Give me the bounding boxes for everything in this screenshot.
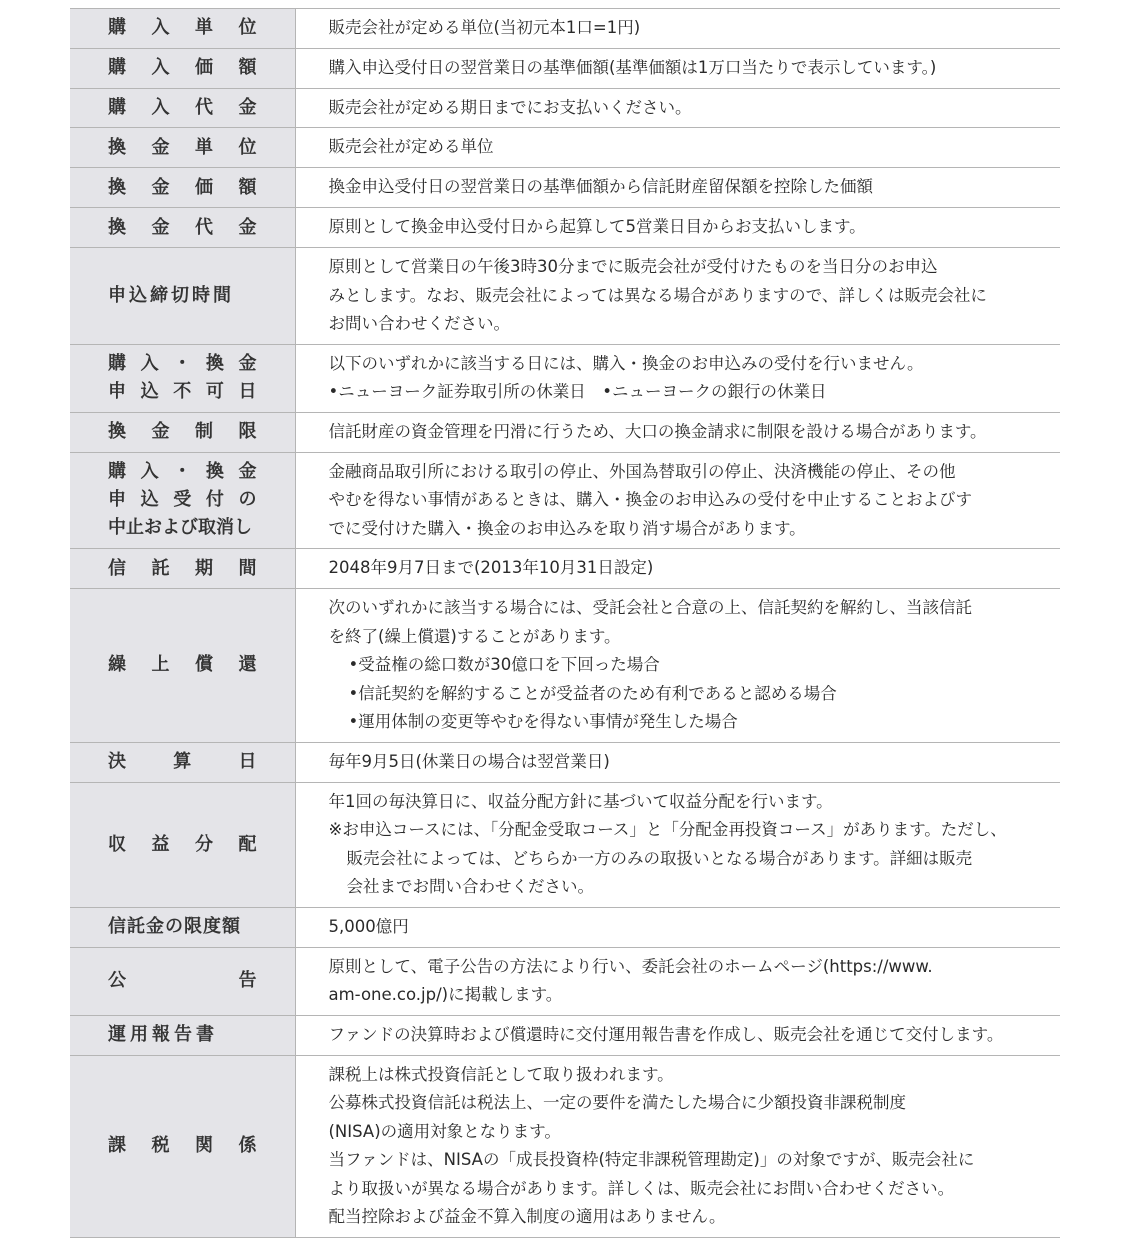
label-char: 換 bbox=[205, 353, 224, 374]
row-label bbox=[70, 589, 295, 743]
row-cutoff-time bbox=[70, 248, 1060, 345]
label-char: 分 bbox=[195, 833, 213, 855]
label-char: 日 bbox=[238, 381, 257, 402]
label-line: 申込締切時間 bbox=[108, 284, 234, 306]
value-line: 2048年9月7日まで(2013年10月31日設定) bbox=[328, 558, 654, 578]
value-line: 販売会社が定める単位 bbox=[328, 137, 494, 157]
label-char: 金 bbox=[238, 216, 257, 238]
label-char: 込 bbox=[140, 489, 159, 511]
row-redemption-unit bbox=[70, 128, 1060, 168]
label-char: 配 bbox=[238, 833, 257, 855]
value-line: 原則として、電子公告の方法により行い、委託会社のホームページ(https://www. bbox=[328, 956, 933, 976]
label-line: 中止および取消し bbox=[108, 517, 252, 539]
label-char: 期 bbox=[195, 557, 213, 579]
label-char: 換 bbox=[108, 176, 126, 198]
label-char: 購 bbox=[108, 461, 126, 483]
row-purchase-price bbox=[70, 48, 1060, 88]
label-line bbox=[108, 831, 257, 859]
label-char: 金 bbox=[151, 421, 170, 442]
label-line bbox=[108, 555, 257, 583]
label-char: 換 bbox=[108, 136, 126, 158]
label-char: 告 bbox=[238, 970, 257, 991]
label-char: 上 bbox=[151, 654, 170, 676]
row-label bbox=[70, 412, 295, 452]
value-line: •運用体制の変更等やむを得ない事情が発生した場合 bbox=[348, 712, 738, 731]
label-line: 運用報告書 bbox=[108, 1024, 218, 1045]
label-char: 益 bbox=[151, 833, 170, 855]
row-value bbox=[295, 1055, 1060, 1237]
value-line: 以下のいずれかに該当する日には、購入・換金のお申込みの受付を行いません。 bbox=[328, 353, 924, 373]
label-char: 申 bbox=[108, 489, 126, 511]
row-label bbox=[70, 742, 295, 782]
value-line: 信託財産の資金管理を円滑に行うため、大口の換金請求に制限を設ける場合があります。 bbox=[328, 421, 987, 441]
label-line bbox=[108, 14, 257, 42]
label-char: 公 bbox=[108, 970, 126, 991]
label-char: 換 bbox=[205, 461, 224, 483]
row-purchase-unit bbox=[70, 9, 1060, 49]
value-line: より取扱いが異なる場合があります。詳しくは、販売会社にお問い合わせください。 bbox=[328, 1178, 955, 1198]
value-line: 課税上は株式投資信託として取り扱われます。 bbox=[328, 1064, 674, 1084]
row-distribution bbox=[70, 782, 1060, 907]
label-char: 金 bbox=[238, 353, 257, 374]
label-char: 購 bbox=[108, 57, 126, 78]
label-char: 換 bbox=[108, 421, 126, 442]
row-value bbox=[295, 248, 1060, 345]
label-char: 額 bbox=[238, 176, 257, 198]
row-value bbox=[295, 549, 1060, 589]
label-char: 金 bbox=[151, 216, 170, 238]
label-char: 算 bbox=[173, 751, 192, 772]
row-early-redemption bbox=[70, 589, 1060, 743]
value-line: 販売会社が定める期日までにお支払いください。 bbox=[328, 97, 692, 117]
label-line bbox=[108, 378, 257, 406]
label-char: 受 bbox=[173, 489, 192, 511]
value-line: 5,000億円 bbox=[328, 916, 409, 936]
value-line: みとします。なお、販売会社によっては異なる場合がありますので、詳しくは販売会社に bbox=[328, 285, 987, 305]
row-value bbox=[295, 412, 1060, 452]
label-char: 申 bbox=[108, 381, 126, 402]
row-label bbox=[70, 128, 295, 168]
label-char: 価 bbox=[195, 57, 213, 78]
label-char: 購 bbox=[108, 17, 126, 39]
row-non-business-days bbox=[70, 344, 1060, 412]
label-line bbox=[108, 214, 257, 242]
value-line: •受益権の総口数が30億口を下回った場合 bbox=[348, 655, 660, 674]
label-char: ・ bbox=[173, 461, 192, 483]
label-char: 位 bbox=[238, 17, 257, 39]
label-line bbox=[108, 458, 257, 486]
label-char: 可 bbox=[205, 381, 224, 402]
row-value bbox=[295, 9, 1060, 49]
row-label bbox=[70, 907, 295, 947]
value-line: 販売会社が定める単位(当初元本1口=1円) bbox=[328, 18, 641, 37]
row-label bbox=[70, 452, 295, 549]
label-line bbox=[108, 94, 257, 122]
value-line: 会社までお問い合わせください。 bbox=[346, 877, 594, 896]
label-char: 決 bbox=[108, 751, 126, 772]
label-char: 入 bbox=[140, 461, 159, 483]
label-char: 税 bbox=[151, 1135, 170, 1156]
label-line: 信託金の限度額 bbox=[108, 916, 241, 937]
value-line: ※お申込コースには、「分配金受取コース」と「分配金再投資コース」があります。ただし、 bbox=[328, 820, 1007, 839]
row-label bbox=[70, 9, 295, 49]
value-line: お問い合わせください。 bbox=[328, 314, 510, 333]
label-char: 託 bbox=[151, 557, 170, 579]
label-char: 代 bbox=[195, 96, 213, 118]
row-value bbox=[295, 782, 1060, 907]
value-line: 年1回の毎決算日に、収益分配方針に基づいて収益分配を行います。 bbox=[328, 791, 833, 811]
value-line: 購入申込受付日の翌営業日の基準価額(基準価額は1万口当たりで表示しています。) bbox=[328, 57, 937, 77]
label-char: 単 bbox=[195, 17, 213, 39]
label-char: 額 bbox=[238, 57, 257, 78]
value-line: (NISA)の適用対象となります。 bbox=[328, 1121, 561, 1141]
row-value bbox=[295, 589, 1060, 743]
row-label bbox=[70, 88, 295, 128]
label-char: 込 bbox=[140, 381, 159, 402]
label-char: ・ bbox=[173, 353, 192, 374]
value-line: 販売会社によっては、どちらか一方のみの取扱いとなる場合があります。詳細は販売 bbox=[346, 848, 973, 868]
label-line bbox=[108, 54, 257, 82]
label-line bbox=[108, 134, 257, 162]
value-line: 毎年9月5日(休業日の場合は翌営業日) bbox=[328, 751, 610, 771]
label-char: 金 bbox=[238, 461, 257, 483]
row-value bbox=[295, 947, 1060, 1015]
label-line bbox=[108, 748, 257, 776]
value-line: am-one.co.jp/)に掲載します。 bbox=[328, 985, 563, 1004]
label-char: 償 bbox=[195, 654, 213, 676]
label-char: の bbox=[238, 489, 257, 511]
label-char: 収 bbox=[108, 833, 126, 855]
row-management-report bbox=[70, 1015, 1060, 1055]
value-line: 当ファンドは、NISAの「成長投資枠(特定非課税管理勘定)」の対象ですが、販売会社に bbox=[328, 1150, 975, 1169]
row-redemption-payment bbox=[70, 208, 1060, 248]
label-line bbox=[108, 350, 257, 378]
label-char: 不 bbox=[173, 381, 192, 402]
row-redemption-limit bbox=[70, 412, 1060, 452]
value-line: 金融商品取引所における取引の停止、外国為替取引の停止、決済機能の停止、その他 bbox=[328, 461, 956, 481]
value-line: ファンドの決算時および償還時に交付運用報告書を作成し、販売会社を通じて交付します。 bbox=[328, 1024, 1004, 1044]
row-value bbox=[295, 1015, 1060, 1055]
value-line: を終了(繰上償還)することがあります。 bbox=[328, 626, 621, 646]
row-label bbox=[70, 1015, 295, 1055]
label-char: 金 bbox=[151, 136, 170, 158]
label-line bbox=[108, 486, 257, 514]
label-char: 位 bbox=[238, 136, 257, 158]
label-char: 信 bbox=[108, 557, 126, 579]
label-char: 単 bbox=[195, 136, 213, 158]
row-trust-limit bbox=[70, 907, 1060, 947]
row-value bbox=[295, 88, 1060, 128]
row-label bbox=[70, 1055, 295, 1237]
label-line bbox=[108, 967, 257, 995]
label-char: 係 bbox=[238, 1135, 257, 1156]
value-line: •信託契約を解約することが受益者のため有利であると認める場合 bbox=[348, 683, 837, 703]
label-char: 購 bbox=[108, 96, 126, 118]
row-label bbox=[70, 248, 295, 345]
label-char: 日 bbox=[238, 751, 257, 772]
row-taxation bbox=[70, 1055, 1060, 1237]
row-suspension bbox=[70, 452, 1060, 549]
label-char: 購 bbox=[108, 353, 126, 374]
label-line bbox=[108, 651, 257, 679]
row-label bbox=[70, 947, 295, 1015]
row-purchase-payment bbox=[70, 88, 1060, 128]
value-line: 換金申込受付日の翌営業日の基準価額から信託財産留保額を控除した価額 bbox=[328, 177, 873, 197]
row-value bbox=[295, 128, 1060, 168]
label-line bbox=[108, 174, 257, 202]
label-char: 入 bbox=[140, 353, 159, 374]
label-char: 付 bbox=[205, 489, 224, 511]
row-value bbox=[295, 452, 1060, 549]
label-char: 入 bbox=[151, 96, 170, 118]
value-line: やむを得ない事情があるときは、購入・換金のお申込みの受付を中止することおよびす bbox=[328, 490, 972, 509]
label-char: 関 bbox=[195, 1135, 213, 1156]
value-line: 原則として営業日の午後3時30分までに販売会社が受付けたものを当日分のお申込 bbox=[328, 257, 938, 276]
label-char: 代 bbox=[195, 216, 213, 238]
value-line: •ニューヨーク証券取引所の休業日 •ニューヨークの銀行の休業日 bbox=[328, 382, 827, 401]
row-value bbox=[295, 208, 1060, 248]
row-value bbox=[295, 48, 1060, 88]
label-char: 金 bbox=[151, 176, 170, 198]
label-char: 金 bbox=[238, 96, 257, 118]
row-value bbox=[295, 742, 1060, 782]
row-trust-period bbox=[70, 549, 1060, 589]
label-char: 還 bbox=[238, 654, 257, 676]
row-settlement-date bbox=[70, 742, 1060, 782]
fund-terms-table bbox=[70, 8, 1060, 1238]
row-label bbox=[70, 48, 295, 88]
value-line: 原則として換金申込受付日から起算して5営業日目からお支払いします。 bbox=[328, 217, 866, 237]
row-value bbox=[295, 168, 1060, 208]
label-line bbox=[108, 1132, 257, 1160]
label-char: 入 bbox=[151, 17, 170, 39]
row-value bbox=[295, 344, 1060, 412]
label-char: 制 bbox=[195, 421, 213, 442]
label-char: 間 bbox=[238, 557, 257, 579]
value-line: 配当控除および益金不算入制度の適用はありません。 bbox=[328, 1207, 726, 1226]
label-char: 価 bbox=[195, 176, 213, 198]
row-value bbox=[295, 907, 1060, 947]
row-public-notice bbox=[70, 947, 1060, 1015]
row-label bbox=[70, 344, 295, 412]
label-line bbox=[108, 418, 257, 446]
row-label bbox=[70, 208, 295, 248]
label-char: 入 bbox=[151, 57, 170, 78]
row-label bbox=[70, 782, 295, 907]
label-char: 繰 bbox=[108, 654, 126, 676]
value-line: 次のいずれかに該当する場合には、受託会社と合意の上、信託契約を解約し、当該信託 bbox=[328, 598, 972, 617]
row-label bbox=[70, 549, 295, 589]
row-label bbox=[70, 168, 295, 208]
label-char: 換 bbox=[108, 216, 126, 238]
row-redemption-price bbox=[70, 168, 1060, 208]
label-char: 限 bbox=[238, 421, 257, 442]
label-char: 課 bbox=[108, 1135, 126, 1156]
value-line: 公募株式投資信託は税法上、一定の要件を満たした場合に少額投資非課税制度 bbox=[328, 1093, 906, 1112]
value-line: でに受付けた購入・換金のお申込みを取り消す場合があります。 bbox=[328, 518, 806, 538]
